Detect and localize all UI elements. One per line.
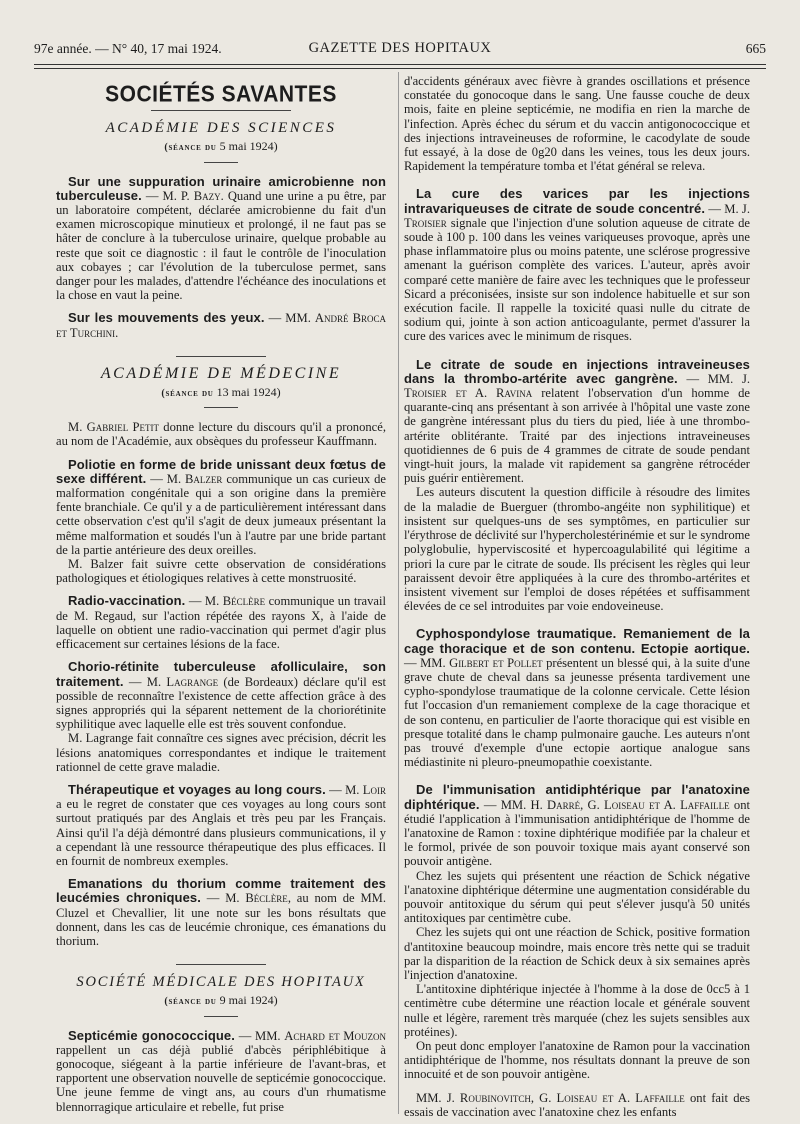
paragraph-thorium: Emanations du thorium comme traitement des leucémies chroniques. — M. Béclère, au nom de MM. Cluzel et Chevallier, lit une note sur les bons résultats que donnent, dans les cas de leucémie chronique, ces émanations du thorium. [56, 876, 387, 948]
divider [204, 407, 238, 408]
right-column [404, 74, 750, 1119]
divider [204, 162, 238, 163]
journal-title: GAZETTE DES HOPITAUX [308, 40, 492, 56]
academy-medecine-heading: ACADÉMIE DE MÉDECINE [100, 364, 342, 382]
paragraph-antitoxine: L'antitoxine diphtérique injectée à l'homme à la dose de 0cc5 à 1 centimètre cube détermine une réaction locale et générale souvent nulle et légère, rarement très marquée (chez les sujets sensibles aux protéines). [404, 982, 750, 1039]
paragraph-suppuration: Sur une suppuration urinaire amicrobienne non tuberculeuse. — M. P. Bazy. Quand une urine a pu être, par un laboratoire compétent, déclarée amicrobienne du fait d'un examen microscopique minutieux et prolongé, il ne faut pas se hâter de conclure à la tuberculose urinaire, quelque probable au reste que soit ce diagnostic : il faut le contrôle de l'inoculation aux cobayes ; car l'évolution de la tuberculose permet, sans danger pour les malades, d'attendre l'échéance des inoculations et la chose en vaut la peine. [56, 173, 387, 303]
divider [176, 356, 266, 357]
paragraph-schick-positive: Chez les sujets qui ont une réaction de Schick, positive formation d'antitoxine beaucoup moindre, mais encore très nette qui se traduit par la disparition de la réaction de Schick deux à six semaines après l'injection d'anatoxine. [404, 925, 750, 982]
section-title: SOCIÉTÉS SAVANTES [105, 81, 337, 108]
seance-date-3: (séance du 9 mai 1924) [164, 993, 278, 1008]
section-rule [151, 110, 291, 111]
page-number: 665 [745, 41, 766, 56]
paragraph-radio-vaccination: Radio-vaccination. — M. Béclère communique un travail de M. Regaud, sur l'action répétée des rayons X, à l'aide de laquelle on obtient une radio-vaccination qui permet d'agir plus efficacement sur certaines lésions de la face. [56, 593, 387, 652]
paragraph-petit: M. Gabriel Petit donne lecture du discours qu'il a prononcé, au nom de l'Académie, aux obsèques du professeur Kauffmann. [56, 420, 386, 449]
paragraph-chorio-retinite: Chorio-rétinite tuberculeuse afolliculaire, son traitement. — M. Lagrange (de Bordeaux) déclare qu'il est possible de reconnaître l'existence de cette affection grâce à des signes appropriés qui la séparent nettement de la choriorétinite syphilitique avec laquelle elle est très souvent confondue. [56, 659, 386, 732]
issue-info: 97e année. — N° 40, 17 mai 1924. [34, 41, 222, 56]
societe-medicale-heading: SOCIÉTÉ MÉDICALE DES HOPITAUX [76, 974, 366, 991]
paragraph-therapeutique: Thérapeutique et voyages au long cours. — M. Loir a eu le regret de constater que ces voyages au long cours sont surtout pratiqués par des Anglais et très peu par les Français. Ainsi qu'il l'a déjà démontré dans plusieurs communications, il y a cependant là une ressource thérapeutique des plus efficaces. Il en fournit de nombreux exemples. [56, 781, 386, 868]
paragraph-buerguer: Les auteurs discutent la question difficile à résoudre des limites de la maladie de Buerguer (thrombo-angéite non syphilitique) et insistent sur quelques-uns de ses symptômes, en particulier sur l'érythrose de déclivité sur l'hypercholestérinémie et sur le syndrome polyglobulie, hyperviscosité et hypercoagulabilité qui légitime a priori la cure par le citrate de soude. Ils précisent les règles qui leur paraissent devoir être appliquées à la cure des thrombo-artérites et insistent vivement sur l'emploi de doses répétées et suffisamment élevées de ce sel introduites par voie endoveineuse. [404, 485, 750, 614]
paragraph-schick-negative: Chez les sujets qui présentent une réaction de Schick négative l'anatoxine diphtérique détermine une augmentation considérable du pouvoir antitoxique du sérum qui peut s'élever jusqu'à 50 unités antitoxiques par centimètre cube. [404, 868, 750, 926]
divider [176, 964, 266, 965]
paragraph-immunisation: De l'immunisation antidiphtérique par l'anatoxine diphtérique. — MM. H. Darré, G. Loiseau et A. Laffaille ont étudié l'application à l'immunisation antidiphtérique de l'homme de l'anatoxine de Ramon : toxine diphtérique modifiée par la chaleur et le formol, privée de son pouvoir toxique mais ayant conservé son pouvoir antigène. [404, 782, 750, 869]
paragraph-varices: La cure des varices par les injections intravariqueuses de citrate de soude concentré. — M. J. Troisier signale que l'injection d'une solution aqueuse de citrate de soude à 100 p. 100 dans les veines variqueuses provoque, après une phase inflammatoire plus ou moins patente, une sclérose progressive amenant la guérison complète des varices. L'auteur, après avoir comparé cette manière de faire avec les techniques que le professeur Sicard a préconisées, insiste sur son indolence habituelle et sur son exécution facile. Il rappelle la toxicité quasi nulle du citrate de sodium qui, jointe à son action anticoagulante, permet d'assurer la cure des varices avec le minimum de risques. [404, 186, 750, 344]
paragraph-continuation: d'accidents généraux avec fièvre à grandes oscillations et présence constatée du gonocoque dans le sang. Une fausse couche de deux mois, faite en pleine septicémie, ne modifia en rien la marche de l'infection. Après échec du sérum et du vaccin antigonococcique et des injections intraveineuses de roformine, le cacodylate de soude fut essayé, à la dose de 0g20 dans les veines, tous les deux jours. Rapidement la température tomba et l'état général se releva. [404, 74, 750, 174]
seance-date-2: (séance du 13 mai 1924) [161, 385, 281, 400]
paragraph-poliotie: Poliotie en forme de bride unissant deux fœtus de sexe différent. — M. Balzer communique un cas curieux de malformation congénitale qui a son origine dans la première fente branchiale. Ce qu'il y a de particulièrement intéressant dans cette observation c'est qu'il s'agit de deux jumeaux présentant la même malformation et soudés l'un à l'autre par une bride partant de la partie antérieure des deux oreilles. [56, 456, 386, 557]
paragraph-roubinovitch: MM. J. Roubinovitch, G. Loiseau et A. Laffaille ont fait des essais de vaccination avec l'anatoxine chez les enfants [404, 1090, 750, 1119]
paragraph-septicemie: Septicémie gonococcique. — MM. Achard et Mouzon rappellent un cas déjà publié d'abcès périphlébitique à gonocoque, siégeant à la partie inférieure de l'avant-bras, et rapportent une observation nouvelle de septicémie gonococcique. Une jeune femme de vingt ans, au cours d'un rhumatisme blennorragique articulaire et rebelle, fut prise [56, 1027, 386, 1114]
paragraph-thrombo-arterite: Le citrate de soude en injections intraveineuses dans la thrombo-artérite avec gangrène. — MM. J. Troisier et A. Ravina relatent l'observation d'un homme de quarante-cinq ans présentant à son arrivée à l'hôpital une vaste zone de gangrène intéressant plus du tiers du pied, liée à une thrombo-artérite oblitérante. Traité par des injections intraveineuses quotidiennes de 6 puis de 4 grammes de citrate de soude pendant vingt-huit jours, la malade vit rapidement sa gangrène rétrocéder puis guérir entièrement. [404, 356, 751, 486]
seance-date-1: (séance du 5 mai 1924) [164, 139, 278, 154]
left-column [56, 74, 386, 1114]
paragraph-ramon: On peut donc employer l'anatoxine de Ramon pour la vaccination antidiphtérique de l'homme, nos résultats donnant la preuve de son innocuité et de son pouvoir antigène. [404, 1039, 750, 1082]
column-divider [398, 72, 399, 1114]
paragraph-lagrange: M. Lagrange fait connaître ces signes avec précision, décrit les lésions anatomiques correspondantes et indique le traitement rationnel de cette grave maladie. [56, 731, 386, 774]
divider [204, 1016, 238, 1017]
paragraph-balzer: M. Balzer fait suivre cette observation de considérations pathologiques et étiologiques relatives à cette monstruosité. [56, 557, 386, 586]
header-rule-top [34, 64, 766, 65]
academy-sciences-heading: ACADÉMIE DES SCIENCES [105, 120, 337, 137]
paragraph-yeux: Sur les mouvements des yeux. — MM. André Broca et Turchini. [56, 310, 386, 340]
header-rule-bottom [34, 68, 766, 69]
page-header [34, 38, 766, 60]
paragraph-cyphospondylose: Cyphospondylose traumatique. Remaniement de la cage thoracique et de son contenu. Ectopie aortique. — MM. Gilbert et Pollet présentent un blessé qui, à la suite d'une grave chute de cheval dans sa jeunesse présenta tardivement une cypho-spondylose traumatique de la colonne cervicale. Cette lésion fut l'occasion d'un remaniement complexe de la cage thoracique et de son contenu, en particulier de l'aorte thoracique qui est visible en presque totalité dans le champ pulmonaire gauche. Les auteurs n'ont pas trouvé d'exemple d'une ectopie aortique analogue sans médiastinite ni pleuro-pneumopathie coexistante. [404, 626, 750, 770]
